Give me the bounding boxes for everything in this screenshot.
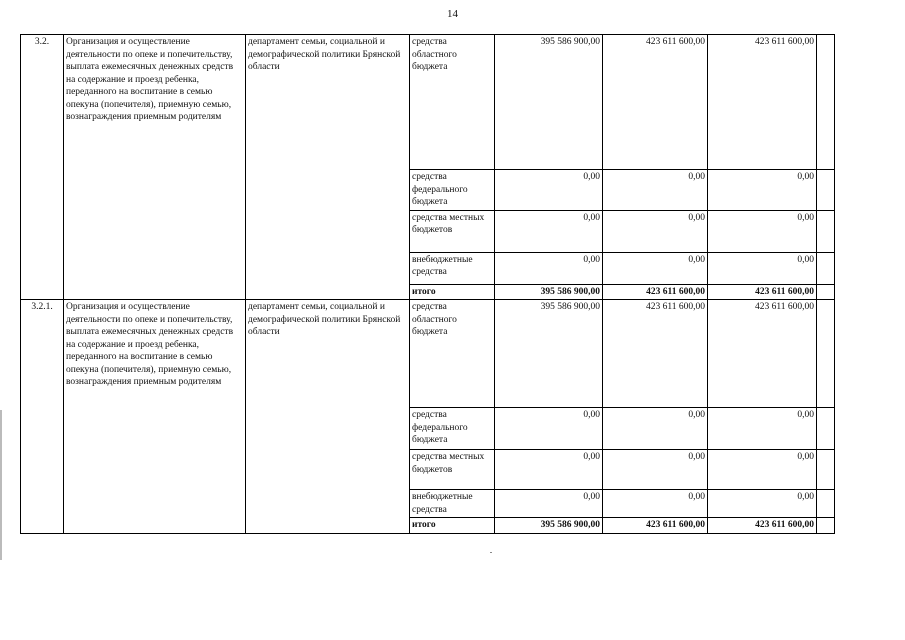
total-year1: 395 586 900,00 xyxy=(495,284,603,300)
value-year2: 423 611 600,00 xyxy=(603,35,708,170)
source-label: средства местных бюджетов xyxy=(410,450,495,490)
value-year1: 0,00 xyxy=(495,408,603,450)
value-year1: 0,00 xyxy=(495,210,603,252)
empty-cell xyxy=(817,170,835,211)
value-year2: 423 611 600,00 xyxy=(603,300,708,408)
value-year1: 0,00 xyxy=(495,170,603,211)
value-year2: 0,00 xyxy=(603,170,708,211)
total-label: итого xyxy=(410,284,495,300)
value-year2: 0,00 xyxy=(603,490,708,518)
value-year3: 0,00 xyxy=(708,408,817,450)
value-year2: 0,00 xyxy=(603,252,708,284)
budget-table xyxy=(20,34,835,534)
value-year3: 0,00 xyxy=(708,450,817,490)
empty-cell xyxy=(817,252,835,284)
table-row xyxy=(21,35,835,170)
value-year3: 423 611 600,00 xyxy=(708,300,817,408)
value-year1: 0,00 xyxy=(495,450,603,490)
value-year2: 0,00 xyxy=(603,210,708,252)
value-year3: 0,00 xyxy=(708,252,817,284)
empty-cell xyxy=(817,284,835,300)
value-year3: 0,00 xyxy=(708,170,817,211)
source-label: средства федерального бюджета xyxy=(410,408,495,450)
row-index: 3.2.1. xyxy=(21,300,64,534)
row-index: 3.2. xyxy=(21,35,64,300)
value-year1: 0,00 xyxy=(495,490,603,518)
scan-artifact xyxy=(0,410,2,560)
empty-cell xyxy=(817,300,835,408)
source-label: средства федерального бюджета xyxy=(410,170,495,211)
total-year2: 423 611 600,00 xyxy=(603,284,708,300)
total-year2: 423 611 600,00 xyxy=(603,518,708,534)
executor: департамент семьи, социальной и демографической политики Брянской области xyxy=(246,35,410,300)
empty-cell xyxy=(817,35,835,170)
source-label: средства областного бюджета xyxy=(410,35,495,170)
total-label: итого xyxy=(410,518,495,534)
value-year1: 0,00 xyxy=(495,252,603,284)
value-year3: 423 611 600,00 xyxy=(708,35,817,170)
source-label: средства областного бюджета xyxy=(410,300,495,408)
scan-dot xyxy=(490,552,492,553)
source-label: внебюджетные средства xyxy=(410,252,495,284)
value-year3: 0,00 xyxy=(708,210,817,252)
value-year2: 0,00 xyxy=(603,408,708,450)
empty-cell xyxy=(817,490,835,518)
value-year1: 395 586 900,00 xyxy=(495,300,603,408)
total-year3: 423 611 600,00 xyxy=(708,284,817,300)
empty-cell xyxy=(817,450,835,490)
table-row xyxy=(21,300,835,408)
source-label: средства местных бюджетов xyxy=(410,210,495,252)
empty-cell xyxy=(817,408,835,450)
source-label: внебюджетные средства xyxy=(410,490,495,518)
value-year1: 395 586 900,00 xyxy=(495,35,603,170)
page-number: 14 xyxy=(447,8,458,20)
value-year2: 0,00 xyxy=(603,450,708,490)
measure-name: Организация и осуществление деятельности по опеке и попечительству, выплата ежемесячных денежных средств на содержание и проезд ребенка, переданного на воспитание в семью опекуна (попечителя), приемную семью, вознаграждения приемным родителям xyxy=(64,300,246,534)
total-year3: 423 611 600,00 xyxy=(708,518,817,534)
measure-name: Организация и осуществление деятельности по опеке и попечительству, выплата ежемесячных денежных средств на содержание и проезд ребенка, переданного на воспитание в семью опекуна (попечителя), приемную семью, вознаграждения приемным родителям xyxy=(64,35,246,300)
value-year3: 0,00 xyxy=(708,490,817,518)
executor: департамент семьи, социальной и демографической политики Брянской области xyxy=(246,300,410,534)
empty-cell xyxy=(817,518,835,534)
empty-cell xyxy=(817,210,835,252)
total-year1: 395 586 900,00 xyxy=(495,518,603,534)
